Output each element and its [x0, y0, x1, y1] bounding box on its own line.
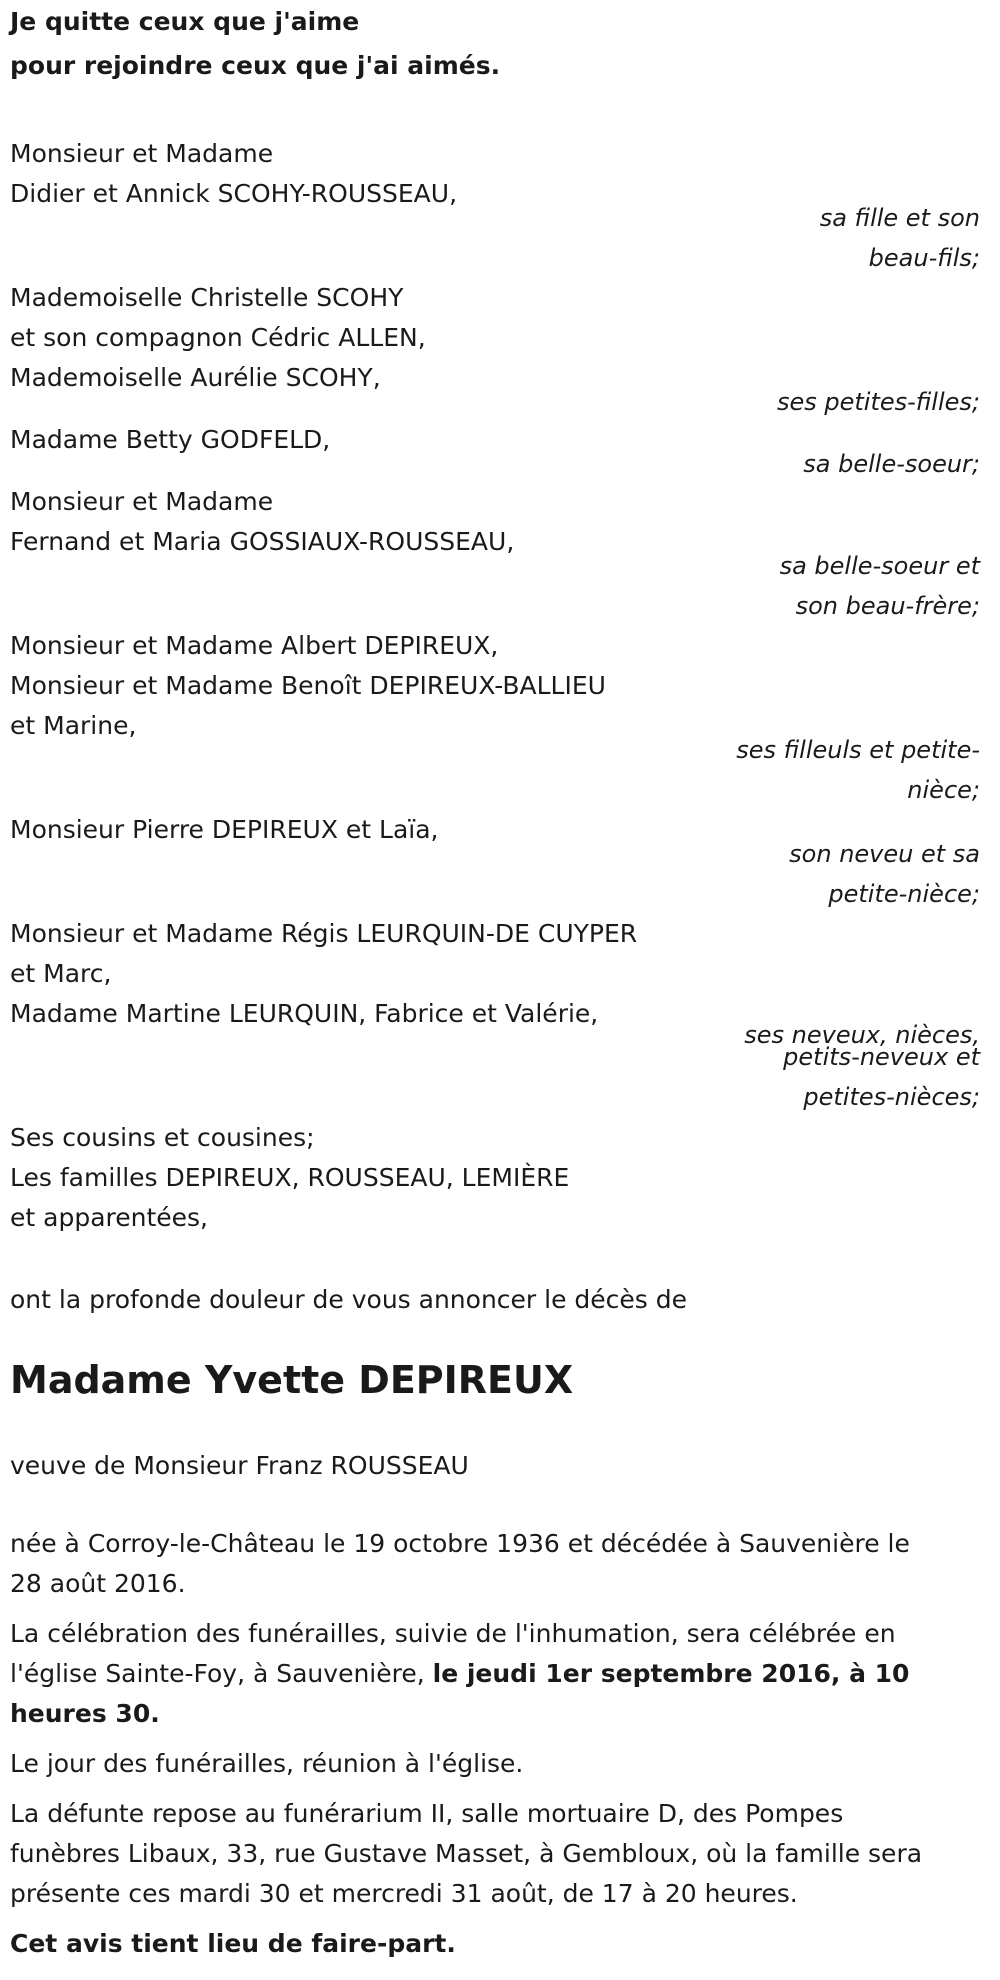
birth-death-line: née à Corroy-le-Château le 19 octobre 1936 et décédée à Sauvenière le	[10, 1529, 910, 1558]
family-name-line: et Marine,	[10, 711, 137, 740]
relation-line: ses filleuls et petite-	[736, 736, 980, 764]
rests-line: funèbres Libaux, 33, rue Gustave Masset, à Gembloux, où la famille sera	[10, 1839, 923, 1868]
funeral-time: heures 30.	[10, 1699, 160, 1728]
funeral-location: l'église Sainte-Foy, à Sauvenière,	[10, 1659, 433, 1688]
family-name-line: Monsieur Pierre DEPIREUX et Laïa,	[10, 815, 439, 844]
relation-line: petite-nièce;	[828, 880, 980, 908]
relation-line: ses neveux, nièces,	[744, 1021, 980, 1049]
family-name-line: et son compagnon Cédric ALLEN,	[10, 323, 426, 352]
announcement: ont la profonde douleur de vous annoncer le décès de	[10, 1285, 688, 1314]
closing-note: Cet avis tient lieu de faire-part.	[10, 1929, 456, 1958]
relation-line: son beau-frère;	[795, 592, 980, 620]
family-name-line: Madame Betty GODFELD,	[10, 425, 331, 454]
family-name-line: Monsieur et Madame	[10, 139, 274, 168]
family-name-line: Didier et Annick SCOHY-ROUSSEAU,	[10, 179, 458, 208]
relation-line: sa belle-soeur;	[803, 450, 980, 478]
relation-line: sa belle-soeur et	[779, 552, 980, 580]
family-name-line: Mademoiselle Aurélie SCOHY,	[10, 363, 381, 392]
relation-line: petits-neveux et	[783, 1043, 980, 1071]
family-name-line: Mademoiselle Christelle SCOHY	[10, 283, 404, 312]
rests-line: La défunte repose au funérarium II, salle mortuaire D, des Pompes	[10, 1799, 844, 1828]
birth-death-line: 28 août 2016.	[10, 1569, 186, 1598]
quote-line-1: Je quitte ceux que j'aime	[10, 7, 360, 36]
relation-line: petites-nièces;	[803, 1083, 980, 1111]
family-name-line: Fernand et Maria GOSSIAUX-ROUSSEAU,	[10, 527, 515, 556]
family-name-line: Madame Martine LEURQUIN, Fabrice et Valérie,	[10, 999, 599, 1028]
family-name-line: Monsieur et Madame	[10, 487, 274, 516]
family-name-line: Monsieur et Madame Régis LEURQUIN-DE CUYPER	[10, 919, 638, 948]
meeting-note: Le jour des funérailles, réunion à l'église.	[10, 1749, 524, 1778]
family-name-line: et Marc,	[10, 959, 112, 988]
family-name-line: Monsieur et Madame Benoît DEPIREUX-BALLIEU	[10, 671, 606, 700]
relation-line: son neveu et sa	[789, 840, 980, 868]
family-name-line: Monsieur et Madame Albert DEPIREUX,	[10, 631, 499, 660]
relation-line: nièce;	[907, 776, 980, 804]
other-family-line: Ses cousins et cousines;	[10, 1123, 315, 1152]
deceased-name: Madame Yvette DEPIREUX	[10, 1358, 574, 1402]
relation-line: beau-fils;	[868, 244, 980, 272]
funeral-line: La célébration des funérailles, suivie de l'inhumation, sera célébrée en	[10, 1619, 896, 1648]
widow-of: veuve de Monsieur Franz ROUSSEAU	[10, 1451, 469, 1480]
funeral-line	[10, 1654, 909, 1694]
other-family-line: Les familles DEPIREUX, ROUSSEAU, LEMIÈRE	[10, 1163, 570, 1192]
quote-line-2: pour rejoindre ceux que j'ai aimés.	[10, 51, 501, 80]
funeral-date: le jeudi 1er septembre 2016, à 10	[432, 1659, 910, 1688]
relation-line: sa fille et son	[819, 204, 980, 232]
relation-line: ses petites-filles;	[776, 388, 980, 416]
other-family-line: et apparentées,	[10, 1203, 208, 1232]
rests-line: présente ces mardi 30 et mercredi 31 août, de 17 à 20 heures.	[10, 1879, 798, 1908]
